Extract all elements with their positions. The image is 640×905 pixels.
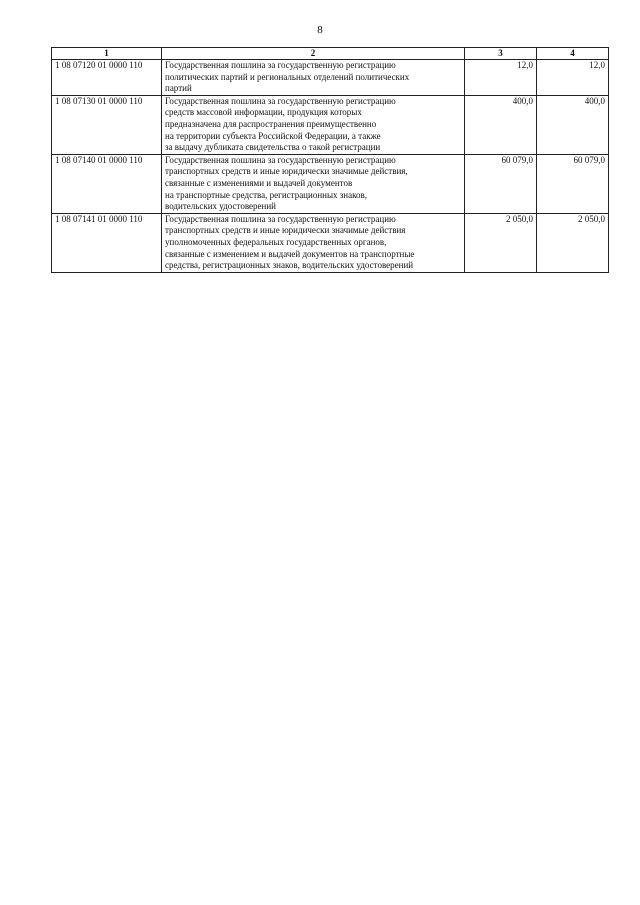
description-line: транспортных средств и иные юридически значимые действия [165, 225, 406, 236]
budget-code-cell: 1 08 07141 01 0000 110 [52, 213, 162, 272]
budget-revenue-table [51, 47, 609, 273]
description-line: на транспортные средства, регистрационных знаков, [165, 189, 368, 200]
description-cell [162, 154, 465, 213]
description-line: транспортных средств и иные юридически значимые действия, [165, 166, 408, 177]
table-row [52, 60, 609, 96]
budget-code-cell: 1 08 07120 01 0000 110 [52, 60, 162, 96]
header-col-3: 3 [465, 48, 537, 60]
description-line: средства, регистрационных знаков, водительских удостоверений [165, 260, 414, 271]
header-col-1: 1 [52, 48, 162, 60]
description-line: связанные с изменениями и выдачей документов [165, 177, 353, 188]
description-cell [162, 95, 465, 154]
description-line: на территории субъекта Российской Федерации, а также [165, 130, 381, 141]
header-col-2: 2 [162, 48, 465, 60]
header-col-4: 4 [537, 48, 609, 60]
description-line: политических партий и региональных отделений политических [165, 71, 410, 82]
description-line: Государственная пошлина за государственную регистрацию [165, 95, 396, 106]
amount-col4-cell: 12,0 [537, 60, 609, 96]
amount-col4-cell: 2 050,0 [537, 213, 609, 272]
description-line: предназначена для распространения преимущественно [165, 118, 377, 129]
page-number: 8 [317, 24, 323, 36]
description-line: Государственная пошлина за государственную регистрацию [165, 213, 396, 224]
budget-code-cell: 1 08 07140 01 0000 110 [52, 154, 162, 213]
description-line: Государственная пошлина за государственную регистрацию [165, 60, 396, 70]
description-line: средств массовой информации, продукция которых [165, 107, 362, 118]
description-line: водительских удостоверений [165, 201, 276, 212]
table-row [52, 213, 609, 272]
budget-code-cell: 1 08 07130 01 0000 110 [52, 95, 162, 154]
description-line: партий [165, 83, 192, 94]
description-line: уполномоченных федеральных государственных органов, [165, 236, 387, 247]
amount-col4-cell: 400,0 [537, 95, 609, 154]
amount-col3-cell: 400,0 [465, 95, 537, 154]
description-cell [162, 60, 465, 96]
amount-col3-cell: 12,0 [465, 60, 537, 96]
amount-col3-cell: 2 050,0 [465, 213, 537, 272]
table-header-row [52, 48, 609, 60]
description-line: Государственная пошлина за государственную регистрацию [165, 154, 396, 165]
description-line: за выдачу дубликата свидетельства о такой регистрации [165, 142, 381, 153]
amount-col3-cell: 60 079,0 [465, 154, 537, 213]
table-row [52, 154, 609, 213]
table-row [52, 95, 609, 154]
description-line: связанные с изменением и выдачей документов на транспортные [165, 248, 415, 259]
amount-col4-cell: 60 079,0 [537, 154, 609, 213]
description-cell [162, 213, 465, 272]
